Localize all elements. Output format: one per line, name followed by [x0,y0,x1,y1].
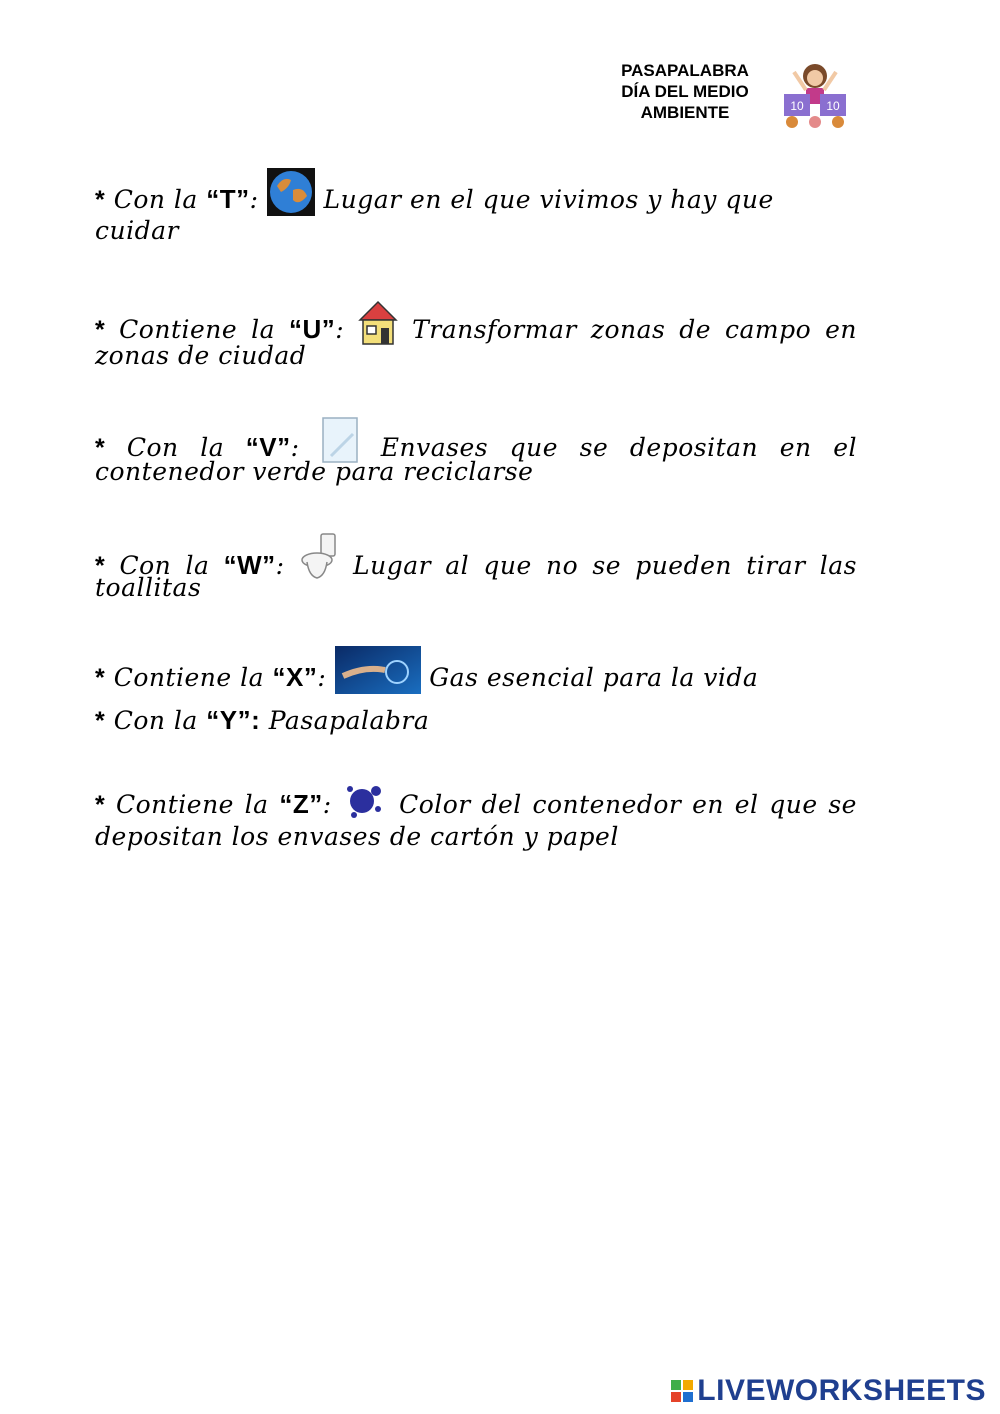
clue-letter: “V” [245,432,291,462]
clue-letter: “W” [223,550,276,580]
paint-splash-icon [342,781,388,821]
clue-letter: “T” [206,184,250,214]
liveworksheets-mark-icon [671,1380,693,1402]
clue-text: Lugar en el que vivimos y hay que cuidar [95,185,774,245]
clue-v: * Con la “V”: Envases que se depositan en el [95,416,857,464]
clue-text: Transformar zonas de campo en [412,315,857,344]
svg-text:10: 10 [826,99,840,113]
clue-t: * Con la “T”: Lugar en el que vivimos y hay que cuidar [95,168,857,245]
svg-text:10: 10 [790,99,804,113]
clue-letter: “X” [272,662,318,692]
liveworksheets-logo [671,1374,986,1408]
clue-text: Envases que se depositan en el [380,433,858,462]
header-line-1: PASAPALABRA [621,61,749,80]
earth-icon [267,168,315,216]
clue-w-continuation: toallitas [95,573,202,602]
teacher-avatar-icon [780,60,850,130]
clue-u-continuation: zonas de ciudad [95,341,307,370]
clue-x: * Contiene la “X”: Gas esencial para la vida [95,646,857,694]
worksheet-header [600,60,770,123]
clue-text: Gas esencial para la vida [429,663,759,692]
clue-letter: “U” [288,314,336,344]
toilet-icon [299,532,339,582]
clue-y: * Con la “Y”: Pasapalabra [95,705,430,735]
clue-u: * Contiene la “U”: Transformar zonas de campo en [95,300,857,346]
header-line-3: AMBIENTE [640,103,730,122]
clue-text: Lugar al que no se pueden tirar las [353,551,857,580]
clue-text: Color del contenedor en el que se [399,790,857,819]
oxygen-icon [335,646,421,694]
clue-text: Pasapalabra [268,706,430,735]
clue-letter: “Z” [279,789,323,819]
clue-z-continuation: depositan los envases de cartón y papel [95,822,619,851]
clue-w: * Con la “W”: Lugar al que no se pueden tirar las [95,532,857,582]
house-icon [358,300,398,346]
clue-v-continuation: contenedor verde para reciclarse [95,457,534,486]
clue-letter: “Y”: [206,705,261,735]
footer-brand: LIVEWORKSHEETS [697,1374,986,1407]
clue-z: * Contiene la “Z”: Color del contenedor en el que se [95,781,857,821]
header-line-2: DÍA DEL MEDIO [621,82,749,101]
